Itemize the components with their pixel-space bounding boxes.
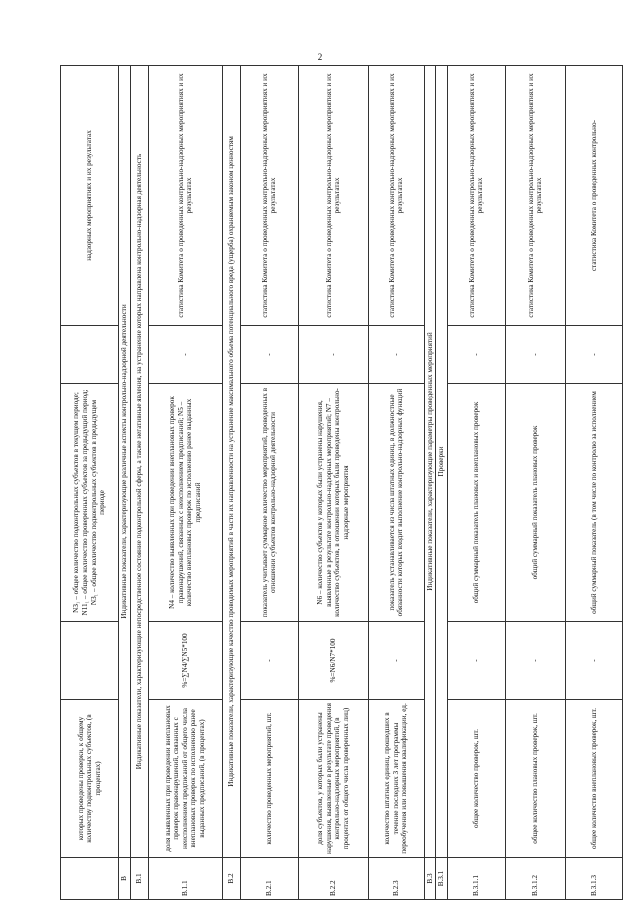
table-row [148, 66, 222, 900]
table-row [368, 66, 424, 900]
definition-cell: общий суммарный показатель (в том числе по контролю за исполнением [565, 384, 622, 622]
code-cell [61, 858, 119, 900]
indicator-table [60, 65, 623, 900]
code-cell: В.2.2 [298, 858, 368, 900]
code-cell: В.2.1 [240, 858, 298, 900]
definition-cell: N6 – количество субъектов у которых были устранены нарушения, выявленные в результате контрольно-надзорных мероприятий; N7 – количество субъектов, в отношении которых были проведены контрольно-надзорные мероприятия [298, 384, 368, 622]
formula-cell: - [565, 622, 622, 700]
value-cell [61, 326, 119, 384]
section-code: В.1 [130, 858, 148, 900]
formula-cell: - [447, 622, 505, 700]
landscape-sheet [60, 66, 620, 900]
table-row [298, 66, 368, 900]
name-cell: общее количество внеплановых проверок, шт. [565, 700, 622, 858]
section-code: В.3 [424, 858, 436, 900]
name-cell: которых проведены проверки, к общему количеству подконтрольных субъектов, (в процентах) [61, 700, 119, 858]
code-cell: В.3.1.1 [447, 858, 505, 900]
formula-cell: %=∑N4/∑N5*100 [148, 622, 222, 700]
name-cell: количество проведенных мероприятий, шт. [240, 700, 298, 858]
source-cell: статистика Комитета о проведенных контрольно-надзорных мероприятиях и их результатах [368, 66, 424, 326]
value-cell: - [148, 326, 222, 384]
name-cell: доля выявленных при проведении внеплановых проверок правонарушений, связанных с неисполнением предписаний от общего числа внеплановых проверок по исполнению ранее выданных предписаний, (в процентах) [148, 700, 222, 858]
section-code: В.3.1 [436, 858, 448, 900]
formula-cell: - [240, 622, 298, 700]
source-cell: статистика Комитета о проведенных контрольно-надзорных мероприятиях и их результатах [298, 66, 368, 326]
value-cell: - [368, 326, 424, 384]
section-code: В.2 [222, 858, 240, 900]
value-cell: - [240, 326, 298, 384]
section-row-b3 [424, 66, 436, 900]
code-cell: В.3.1.2 [505, 858, 565, 900]
section-code: В [119, 858, 131, 900]
name-cell: общее количество проверок, шт. [447, 700, 505, 858]
definition-line: N11₁ – общее количество проверенных субъектов за предыдущий период; [80, 389, 89, 616]
formula-cell: - [505, 622, 565, 700]
table-row-top [61, 66, 119, 900]
section-title: Индикативные показатели, характеризующие качество проводимых мероприятий в части их направленности на устранение максимального объема потенциального вреда (ущерба) охраняемым законом ценностям [222, 66, 240, 858]
definition-line: N3₁ – общее количество подконтрольных субъектов в текущем периоде; [72, 392, 81, 613]
source-cell: статистика Комитета о проведенных контрольно- [565, 66, 622, 326]
definition-cell [61, 384, 119, 622]
rotated-table-wrapper [60, 66, 620, 900]
formula-cell: %=N6/N7*100 [298, 622, 368, 700]
definition-cell: общий суммарный показатель плановых проверок [505, 384, 565, 622]
section-title: Индикативные показатели, характеризующие различные аспекты контрольно-надзорной деятельности [119, 66, 131, 858]
source-cell: статистика Комитета о проведенных контрольно-надзорных мероприятиях и их результатах [505, 66, 565, 326]
name-cell: количество штатных единиц, прошедших в течение последних 3 лет программы переобучения или повышения квалификации, ед. [368, 700, 424, 858]
name-cell: доля субъектов, у которых были устранены нарушения, выявленные в результате проведения контрольно-надзорных мероприятий, (в процентах от общего числа проверенных лиц) [298, 700, 368, 858]
definition-cell: показатель учитывает суммарное количество мероприятий, проведенных в отношении субъектов контрольно-надзорной деятельности [240, 384, 298, 622]
section-title: Проверки [436, 66, 448, 858]
definition-line: N3₁ – общее количество подконтрольных субъектов в предыдущем периоде [89, 399, 107, 606]
name-cell: общее количество плановых проверок, шт. [505, 700, 565, 858]
definition-cell: показатель устанавливается из числа штатных единиц, в должностные обязанности которых входит выполнение контрольно-надзорных функций [368, 384, 424, 622]
table-row [240, 66, 298, 900]
source-cell: статистика Комитета о проведенных контрольно-надзорных мероприятиях и их результатах [148, 66, 222, 326]
code-cell: В.1.1 [148, 858, 222, 900]
section-row-b1 [130, 66, 148, 900]
section-row-b31 [436, 66, 448, 900]
source-cell: статистика Комитета о проведенных контрольно-надзорных мероприятиях и их результатах [447, 66, 505, 326]
table-row [565, 66, 622, 900]
value-cell: - [298, 326, 368, 384]
formula-cell [61, 622, 119, 700]
table-row [505, 66, 565, 900]
section-title: Индикативные показатели, характеризующие непосредственное состояние подконтрольной сферы, а также негативные явления, на устранение которых направлена контрольно-надзорная деятельность [130, 66, 148, 858]
page-number: 2 [317, 52, 323, 62]
source-cell: надзорных мероприятиях и их результатах [61, 66, 119, 326]
section-row-b [119, 66, 131, 900]
value-cell: - [565, 326, 622, 384]
code-cell: В.2.3 [368, 858, 424, 900]
definition-cell: N4 – количество выявленных при проведении внеплановых проверок правонарушений, связанных с неисполнением предписаний; N5 – количество внеплановых проверок по исполнению ранее выданных предписаний [148, 384, 222, 622]
code-cell: В.3.1.3 [565, 858, 622, 900]
value-cell: - [447, 326, 505, 384]
section-row-b2 [222, 66, 240, 900]
source-cell: статистика Комитета о проведенных контрольно-надзорных мероприятиях и их результатах [240, 66, 298, 326]
formula-cell: - [368, 622, 424, 700]
section-title: Индикативные показатели, характеризующие параметры проведенных мероприятий [424, 66, 436, 858]
definition-cell: общий суммарный показатель плановых и внеплановых проверок [447, 384, 505, 622]
value-cell: - [505, 326, 565, 384]
table-row [447, 66, 505, 900]
